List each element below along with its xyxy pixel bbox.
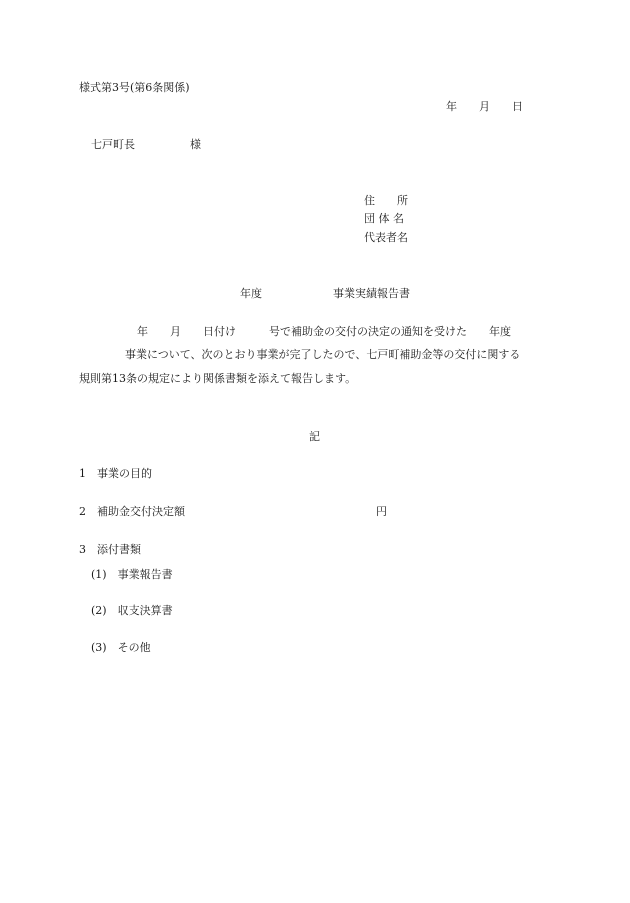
form-number: 様式第3号(第6条関係) xyxy=(79,81,190,94)
body-line-2: 事業について、次のとおり事業が完了したので、七戸町補助金等の交付に関する xyxy=(125,348,521,361)
ki-heading: 記 xyxy=(309,430,320,443)
item-2: 2 補助金交付決定額 xyxy=(79,505,185,518)
representative-label: 代表者名 xyxy=(364,231,408,244)
attachment-2: (2) 収支決算書 xyxy=(91,604,173,617)
fiscal-year-label: 年度 xyxy=(240,287,262,300)
attachment-1: (1) 事業報告書 xyxy=(91,568,173,581)
body-line-3: 規則第13条の規定により関係書類を添えて報告します。 xyxy=(79,372,357,385)
body-line-1: 年 月 日付け 号で補助金の交付の決定の通知を受けた 年度 xyxy=(137,325,511,338)
item-3: 3 添付書類 xyxy=(79,543,141,556)
address-label: 住 所 xyxy=(364,194,408,207)
item-2-unit: 円 xyxy=(376,505,387,518)
item-1: 1 事業の目的 xyxy=(79,467,152,480)
organization-label: 団 体 名 xyxy=(364,212,404,225)
attachment-3: (3) その他 xyxy=(91,641,151,654)
addressee: 七戸町長 様 xyxy=(91,138,201,151)
date-line: 年 月 日 xyxy=(446,100,523,113)
document-title: 事業実績報告書 xyxy=(333,287,410,300)
